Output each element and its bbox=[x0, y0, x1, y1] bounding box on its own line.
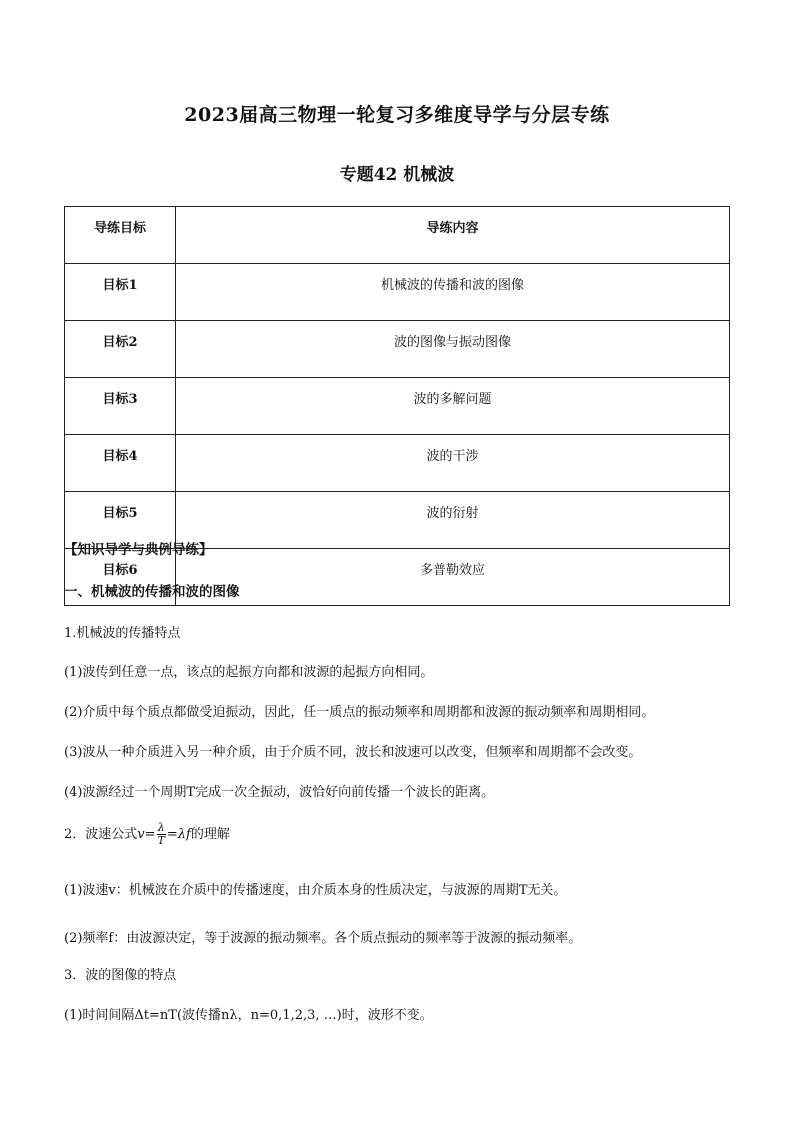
point1-item-2: (2)介质中每个质点都做受迫振动，因此，任一质点的振动频率和周期都和波源的振动频率和周期相同。 bbox=[64, 705, 655, 720]
table-header-row bbox=[65, 207, 730, 264]
point3-item-1: (1)时间间隔Δt=nT(波传播nλ，n=0,1,2,3, …)时，波形不变。 bbox=[64, 1008, 433, 1023]
table-row bbox=[65, 435, 730, 492]
point1-item-4: (4)波源经过一个周期T完成一次全振动，波恰好向前传播一个波长的距离。 bbox=[64, 785, 495, 800]
point2-title bbox=[64, 822, 744, 847]
goal-cell: 目标6 bbox=[65, 549, 176, 606]
point2-item-1: (1)波速v：机械波在介质中的传播速度，由介质本身的性质决定，与波源的周期T无关。 bbox=[64, 883, 567, 898]
section1-title: 一、机械波的传播和波的图像 bbox=[64, 584, 240, 600]
content-cell: 机械波的传播和波的图像 bbox=[176, 264, 730, 321]
content-cell: 波的图像与振动图像 bbox=[176, 321, 730, 378]
point2-prefix: 2．波速公式 bbox=[64, 827, 138, 842]
table-header-goal: 导练目标 bbox=[65, 207, 176, 264]
wave-speed-fraction bbox=[157, 822, 166, 847]
point2-item-2: (2)频率f：由波源决定，等于波源的振动频率。各个质点振动的频率等于波源的振动频率。 bbox=[64, 931, 582, 946]
content-cell: 波的衍射 bbox=[176, 492, 730, 549]
table-header-content: 导练内容 bbox=[176, 207, 730, 264]
point2-suffix: 的理解 bbox=[190, 827, 230, 842]
goal-cell: 目标1 bbox=[65, 264, 176, 321]
goal-cell: 目标3 bbox=[65, 378, 176, 435]
fraction-denominator: T bbox=[157, 834, 165, 847]
content-cell: 波的多解问题 bbox=[176, 378, 730, 435]
equals-sign: = bbox=[144, 827, 156, 842]
fraction-numerator: λ bbox=[157, 821, 165, 834]
document-subtitle: 专题42 机械波 bbox=[339, 165, 455, 185]
formula-tail: =λf bbox=[166, 827, 191, 842]
content-cell: 波的干涉 bbox=[176, 435, 730, 492]
point1-item-3: (3)波从一种介质进入另一种介质，由于介质不同，波长和波速可以改变，但频率和周期都不会改变。 bbox=[64, 745, 642, 760]
table-row bbox=[65, 264, 730, 321]
goal-cell: 目标4 bbox=[65, 435, 176, 492]
guide-header: 【知识导学与典例导练】 bbox=[64, 542, 213, 558]
content-cell: 多普勒效应 bbox=[176, 549, 730, 606]
point1-item-1: (1)波传到任意一点，该点的起振方向都和波源的起振方向相同。 bbox=[64, 665, 434, 680]
goal-cell: 目标5 bbox=[65, 492, 176, 549]
velocity-symbol: v bbox=[137, 827, 145, 842]
table-row bbox=[65, 321, 730, 378]
point1-title: 1.机械波的传播特点 bbox=[64, 626, 181, 641]
table-row bbox=[65, 378, 730, 435]
goal-cell: 目标2 bbox=[65, 321, 176, 378]
document-title: 2023届高三物理一轮复习多维度导学与分层专练 bbox=[184, 104, 610, 126]
point3-title: 3．波的图像的特点 bbox=[64, 968, 177, 983]
